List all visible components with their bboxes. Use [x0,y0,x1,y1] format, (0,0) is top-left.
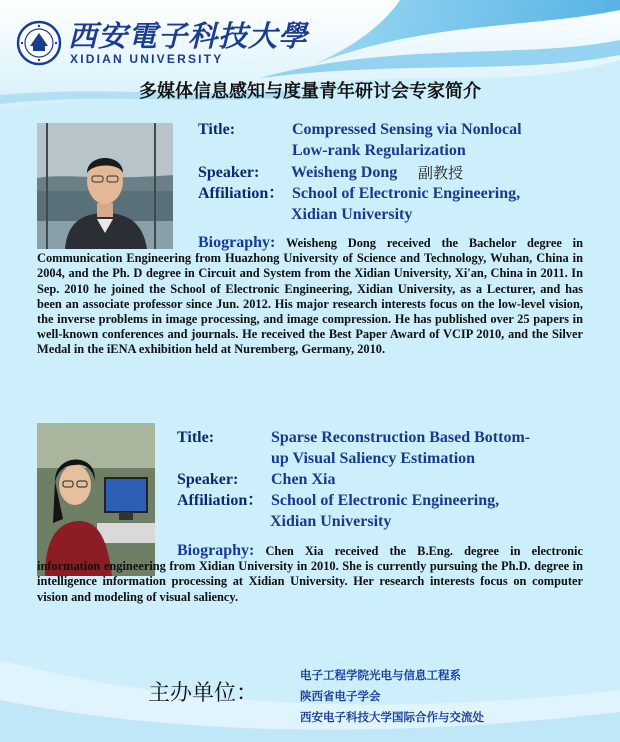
organizer-item: 西安电子科技大学国际合作与交流处 [300,710,484,724]
speaker1-talk-title-line1: Compressed Sensing via Nonlocal [292,121,522,138]
speaker1-affiliation-label: Affiliation： [198,185,285,202]
speaker1-affiliation-line2: Xidian University [291,206,413,223]
speaker2-speaker-label: Speaker: [177,471,239,488]
speaker-photo-dong [37,123,173,249]
speaker2-title-label: Title: [177,429,215,446]
speaker1-biography [37,235,583,358]
speaker1-name: Weisheng Dong [291,164,398,181]
university-seal-icon [16,20,62,66]
speaker2-affiliation-label: Affiliation： [177,492,264,509]
speaker1-affiliation-line1: School of Electronic Engineering, [292,185,521,202]
speaker2-affiliation-line2: Xidian University [270,513,392,530]
speaker2-talk-title-line2: up Visual Saliency Estimation [271,450,476,467]
university-name-english: XIDIAN UNIVERSITY [70,52,224,66]
speaker2-biography [37,543,583,605]
speaker1-rank: 副教授 [418,164,464,182]
speaker2-biography-label: Biography: [177,542,255,559]
page-title: 多媒体信息感知与度量青年研讨会专家简介 [139,81,481,102]
speaker1-talk-title-line2: Low-rank Regularization [292,142,466,159]
speaker2-affiliation-line1: School of Electronic Engineering, [271,492,500,509]
organizer-item: 陕西省电子学会 [300,689,381,703]
speaker1-title-label: Title: [198,121,236,138]
speaker2-biography-text: Chen Xia received the B.Eng. degree in electronic information engineering from Xidian University in 2010. She is currently pursuing the Ph.D. degree in intelligence information processing at Xidian University. Her research interests focus on computer vision and modeling of visual saliency. [37,544,583,604]
speaker1-biography-text: Weisheng Dong received the Bachelor degree in Communication Engineering from Huazhong University of Science and Technology, Wuhan, China in 2004, and the Ph. D degree in Circuit and System from the Xidian University, Xi'an, China in 2011. In Sep. 2010 he joined the School of Electronic Engineering, Xidian University, as a Lecturer, and has been an associate professor since Jun. 2012. His major research interests focus on the low-level vision, the inverse problems in image processing, and image compression. He has published over 25 papers in well-known conferences and journals. He received the Best Paper Award of VCIP 2010, and the Silver Medal in the iENA exhibition held at Nuremberg, Germany, 2010. [37,236,583,357]
speaker1-speaker-label: Speaker: [198,164,260,181]
speaker1-biography-label: Biography: [198,234,276,251]
speaker2-name: Chen Xia [271,471,336,488]
organizers-label: 主办单位： [148,681,259,706]
university-name-chinese: 西安電子科技大學 [68,19,309,53]
organizer-item: 电子工程学院光电与信息工程系 [300,668,461,682]
speaker2-talk-title-line1: Sparse Reconstruction Based Bottom- [271,429,531,446]
